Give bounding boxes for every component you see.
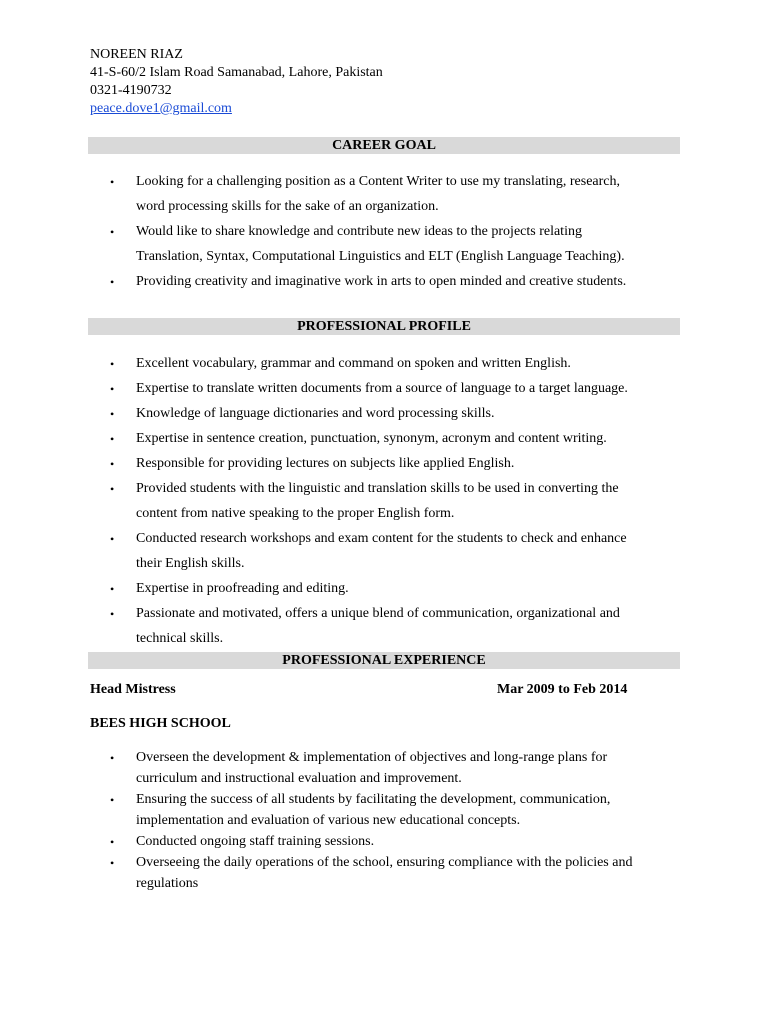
list-item-text: Expertise to translate written documents from a source of language to a target language. (136, 381, 628, 396)
section-header-professional-experience: PROFESSIONAL EXPERIENCE (88, 652, 680, 669)
bullet-marker: • (110, 225, 115, 239)
bullet-marker: • (110, 793, 115, 807)
list-item-text: Providing creativity and imaginative work in arts to open minded and creative students. (136, 274, 627, 289)
job-title: Head Mistress (90, 682, 176, 697)
list-item-text: curriculum and instructional evaluation and improvement. (136, 771, 462, 786)
bullet-marker: • (110, 457, 115, 471)
bullet-marker: • (110, 175, 115, 189)
bullet-marker: • (110, 275, 115, 289)
address: 41-S-60/2 Islam Road Samanabad, Lahore, Pakistan (90, 65, 383, 80)
list-item-text: Would like to share knowledge and contribute new ideas to the projects relating (136, 224, 582, 239)
list-item-text: Looking for a challenging position as a Content Writer to use my translating, research, (136, 174, 620, 189)
section-header-professional-profile: PROFESSIONAL PROFILE (88, 318, 680, 335)
list-item-text: Overseeing the daily operations of the school, ensuring compliance with the policies and (136, 855, 633, 870)
list-item-text: regulations (136, 876, 199, 891)
list-item-text: technical skills. (136, 631, 224, 646)
list-item-text: Translation, Syntax, Computational Linguistics and ELT (English Language Teaching). (136, 249, 625, 264)
list-item-text: Overseen the development & implementation of objectives and long-range plans for (136, 750, 608, 765)
employer-name: BEES HIGH SCHOOL (90, 716, 231, 731)
list-item-text: Excellent vocabulary, grammar and command on spoken and written English. (136, 356, 571, 371)
bullet-marker: • (110, 357, 115, 371)
bullet-marker: • (110, 607, 115, 621)
bullet-marker: • (110, 432, 115, 446)
bullet-marker: • (110, 856, 115, 870)
list-item-text: Provided students with the linguistic and translation skills to be used in converting the (136, 481, 619, 496)
list-item-text: Passionate and motivated, offers a unique blend of communication, organizational and (136, 606, 620, 621)
list-item-text: Expertise in proofreading and editing. (136, 581, 349, 596)
list-item-text: Conducted ongoing staff training sessions. (136, 834, 375, 849)
section-header-career-goal: CAREER GOAL (88, 137, 680, 154)
list-item-text: Expertise in sentence creation, punctuation, synonym, acronym and content writing. (136, 431, 607, 446)
list-item-text: word processing skills for the sake of an organization. (136, 199, 439, 214)
list-item-text: content from native speaking to the proper English form. (136, 506, 455, 521)
list-item-text: Conducted research workshops and exam content for the students to check and enhance (136, 531, 627, 546)
list-item-text: their English skills. (136, 556, 245, 571)
bullet-marker: • (110, 835, 115, 849)
bullet-marker: • (110, 532, 115, 546)
list-item-text: Responsible for providing lectures on subjects like applied English. (136, 456, 515, 471)
candidate-name: NOREEN RIAZ (90, 47, 183, 62)
bullet-marker: • (110, 407, 115, 421)
list-item-text: Knowledge of language dictionaries and word processing skills. (136, 406, 495, 421)
bullet-marker: • (110, 582, 115, 596)
list-item-text: Ensuring the success of all students by facilitating the development, communication, (136, 792, 611, 807)
email-link[interactable]: peace.dove1@gmail.com (90, 101, 232, 116)
bullet-marker: • (110, 751, 115, 765)
bullet-marker: • (110, 482, 115, 496)
list-item-text: implementation and evaluation of various new educational concepts. (136, 813, 521, 828)
bullet-marker: • (110, 382, 115, 396)
phone: 0321-4190732 (90, 83, 172, 98)
job-dates: Mar 2009 to Feb 2014 (497, 682, 628, 697)
